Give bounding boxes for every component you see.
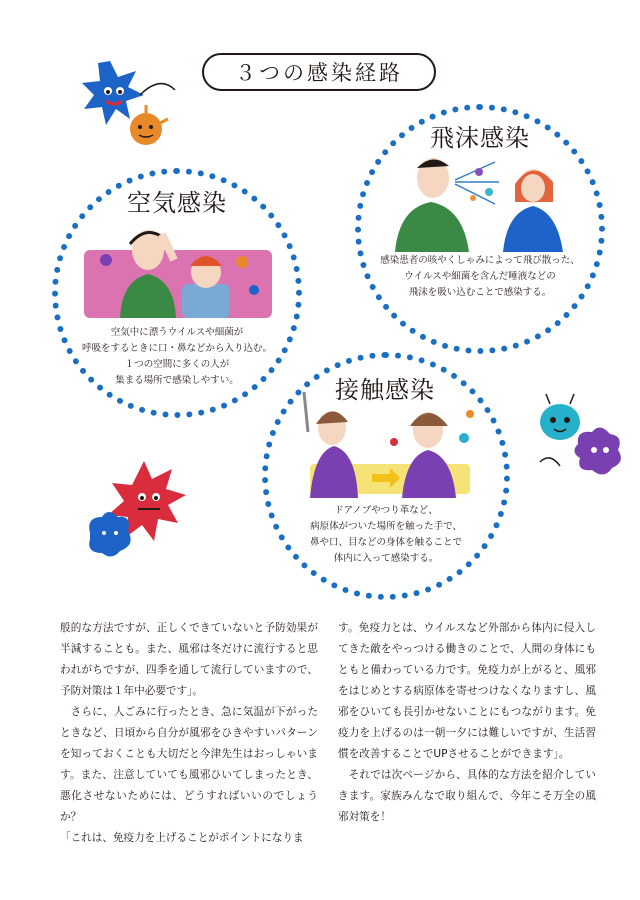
contact-heading: 接触感染 [335, 376, 435, 404]
contact-line: 鼻や口、目などの身体を触ることで [309, 537, 462, 548]
body-paragraph: 般的な方法ですが、正しくできていないと予防効果が半減することも。また、風邪は冬だけに流行すると思われがちですが、四季を通して流行していますので、予防対策は１年中必要です」。 [60, 622, 318, 697]
airborne-line: 空気中に漂うウイルスや細菌が [110, 327, 244, 338]
body-paragraph: さらに、人ごみに行ったとき、急に気温が下がったときなど、日頃から自分が風邪をひきやすいパターンを知っておくことも大切だと今津先生はおっしゃいます。また、注意していても風邪ひいてしまったとき、悪化させないためには、どうすればいいのでしょうか？ [60, 706, 318, 823]
contact-description [286, 503, 486, 567]
droplet-line: ウイルスや細菌を含んだ唾液などの [404, 271, 556, 282]
droplet-heading: 飛沫感染 [430, 124, 530, 152]
body-paragraph: それでは次ページから、具体的な方法を紹介していきます。家族みんなで取り組んで、今年こそ万全の風邪対策を！ [338, 769, 596, 823]
droplet-line: 感染患者の咳やくしゃみによって飛び散った、 [380, 255, 580, 266]
droplet-line: 飛沫を吸い込むことで感染する。 [408, 287, 552, 298]
purple-virus-icon [574, 427, 620, 474]
body-paragraph: す。免疫力とは、ウイルスなど外部から体内に侵入してきた敵をやっつける働きのことで、人間の身体にもともと備わっている力です。免疫力が上がると、風邪をはじめとする病原体を寄せつけなくなりますし、風邪をひいても長引かせないことにもつながります。免疫力を上げるのは一朝一夕には難しいですが、生活習慣を改善することでUPさせることができます」。 [338, 622, 596, 760]
airborne-line: 呼吸をするときに口・鼻などから入り込む。 [81, 343, 272, 354]
airborne-line: １つの空間に多くの人が [124, 359, 230, 370]
contact-line: 体内に入って感染する。 [333, 553, 439, 564]
droplet-spray [455, 162, 499, 204]
virus-illustration-right [520, 392, 630, 482]
airborne-line: 集まる場所で感染しやすい。 [115, 375, 239, 386]
airborne-description [77, 325, 277, 389]
droplet-description [375, 253, 585, 301]
blue-blob-virus-icon [89, 512, 130, 557]
contact-line: ドアノブやつり革など、 [334, 505, 438, 516]
contact-line: 病原体がついた場所を触った手で、 [310, 521, 462, 532]
page-title: ３つの感染経路 [202, 53, 436, 91]
body-column-right [338, 618, 596, 828]
airborne-infection-illustration [82, 220, 274, 320]
body-paragraph: 「これは、免疫力を上げることがポイントになりま [60, 832, 304, 844]
cyan-virus-icon [540, 394, 580, 440]
airborne-heading: 空気感染 [127, 189, 227, 217]
droplet-infection-illustration [385, 148, 575, 252]
virus-illustration-top-left [80, 55, 200, 155]
body-column-left [60, 618, 318, 849]
blue-virus-icon [82, 61, 144, 125]
virus-illustration-bottom-left [80, 455, 200, 565]
orange-virus-icon [130, 105, 168, 145]
contact-infection-illustration [290, 392, 485, 498]
